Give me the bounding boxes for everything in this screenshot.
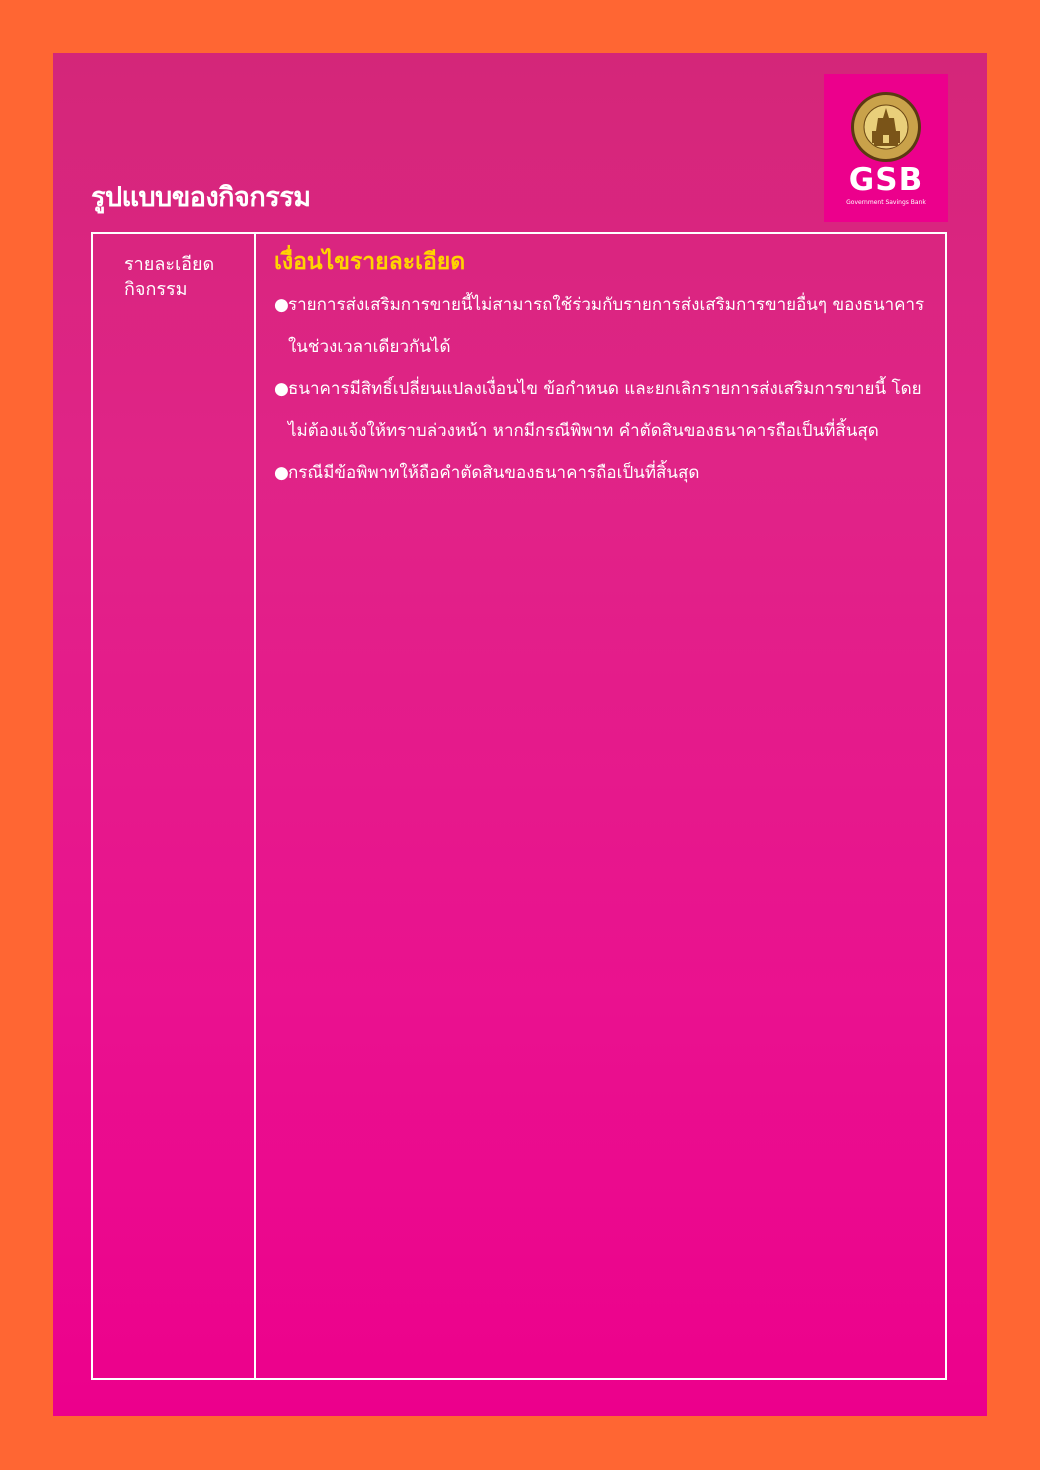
conditions-heading: เงื่อนไขรายละเอียด <box>274 249 466 275</box>
bullet-icon: ● <box>274 463 289 483</box>
row-label: รายละเอียดกิจกรรม <box>124 254 215 300</box>
activity-table <box>91 232 947 1380</box>
bullet-icon: ● <box>274 295 289 315</box>
column-divider <box>254 234 256 1378</box>
condition-text: รายการส่งเสริมการขายนี้ไม่สามารถใช้ร่วมกับรายการส่งเสริมการขายอื่นๆ ของธนาคารในช่วงเวลาเดียวกันได้ <box>288 295 925 357</box>
logo-subtext: Government Savings Bank <box>846 199 926 206</box>
conditions-cell <box>274 246 939 494</box>
page-title: รูปแบบของกิจกรรม <box>91 182 311 213</box>
condition-text: ธนาคารมีสิทธิ์เปลี่ยนแปลงเงื่อนไข ข้อกำหนด และยกเลิกรายการส่งเสริมการขายนี้ โดยไม่ต้องแจ้งให้ทราบล่วงหน้า หากมีกรณีพิพาท คำตัดสินของธนาคารถือเป็นที่สิ้นสุด <box>288 379 922 441</box>
list-item <box>274 452 939 494</box>
list-item <box>274 284 939 368</box>
conditions-list <box>274 284 939 494</box>
list-item <box>274 368 939 452</box>
seal-icon <box>850 91 922 163</box>
logo-wordmark: GSB <box>848 162 924 198</box>
content-panel <box>53 53 987 1416</box>
condition-text: กรณีมีข้อพิพาทให้ถือคำตัดสินของธนาคารถือเป็นที่สิ้นสุด <box>288 463 700 483</box>
gsb-logo <box>824 74 948 222</box>
bullet-icon: ● <box>274 379 289 399</box>
